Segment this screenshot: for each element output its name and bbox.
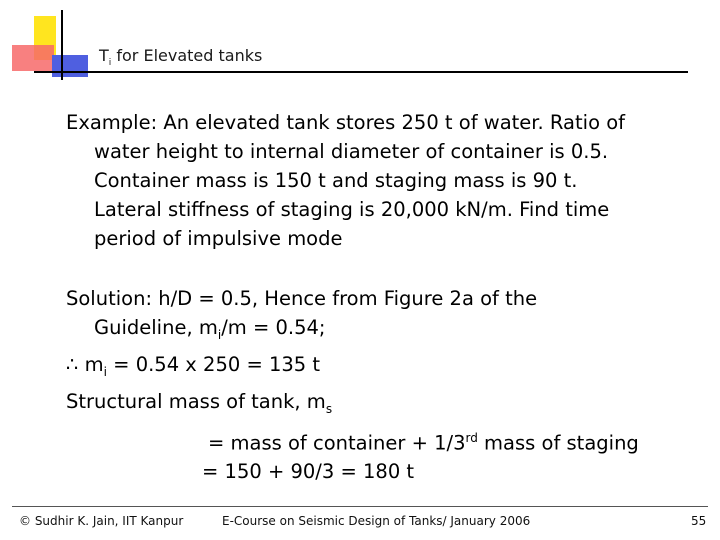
solution-line: = 150 + 90/3 = 180 t [202,460,415,484]
subscript: i [103,364,107,379]
page-number: 55 [691,514,707,528]
solution-line [66,387,706,424]
subscript: i [217,327,222,342]
example-paragraph [66,108,706,253]
solution-line [66,313,706,350]
example-line: period of impulsive mode [94,227,343,250]
text: Guideline, m [94,316,218,339]
solution-paragraph [66,284,706,486]
text: Structural mass of tank, m [66,389,326,413]
title-subscript: i [108,58,112,69]
footer-copyright: © Sudhir K. Jain, IIT Kanpur [19,514,184,528]
example-line: Example: An elevated tank stores 250 t of water. Ratio of [66,111,625,134]
footer-divider [12,506,708,507]
title-underline [34,71,688,73]
decor-vertical-line [61,10,63,80]
therefore-text: ∴ m [66,352,104,376]
title-main: T [99,46,109,65]
example-line: water height to internal diameter of container is 0.5. [94,140,609,163]
footer-course: E-Course on Seismic Design of Tanks/ January 2006 [222,514,531,528]
subscript: s [325,401,333,416]
example-line: Container mass is 150 t and staging mass is 90 t. [94,169,578,192]
text: = mass of container + 1/3 [208,431,466,455]
decor-red-square [12,45,54,71]
text: = 0.54 x 250 = 135 t [106,352,321,376]
solution-line [66,350,706,387]
title-rest: for Elevated tanks [111,46,263,65]
example-line: Lateral stiffness of staging is 20,000 kN/m. Find time [94,198,610,221]
slide-title [99,46,262,68]
solution-line [66,424,706,458]
text: mass of staging [477,431,639,455]
decor-blue-square [52,55,88,77]
superscript: rd [465,430,478,445]
solution-line: Solution: h/D = 0.5, Hence from Figure 2a of the [66,287,538,310]
text: /m = 0.54; [221,316,326,339]
